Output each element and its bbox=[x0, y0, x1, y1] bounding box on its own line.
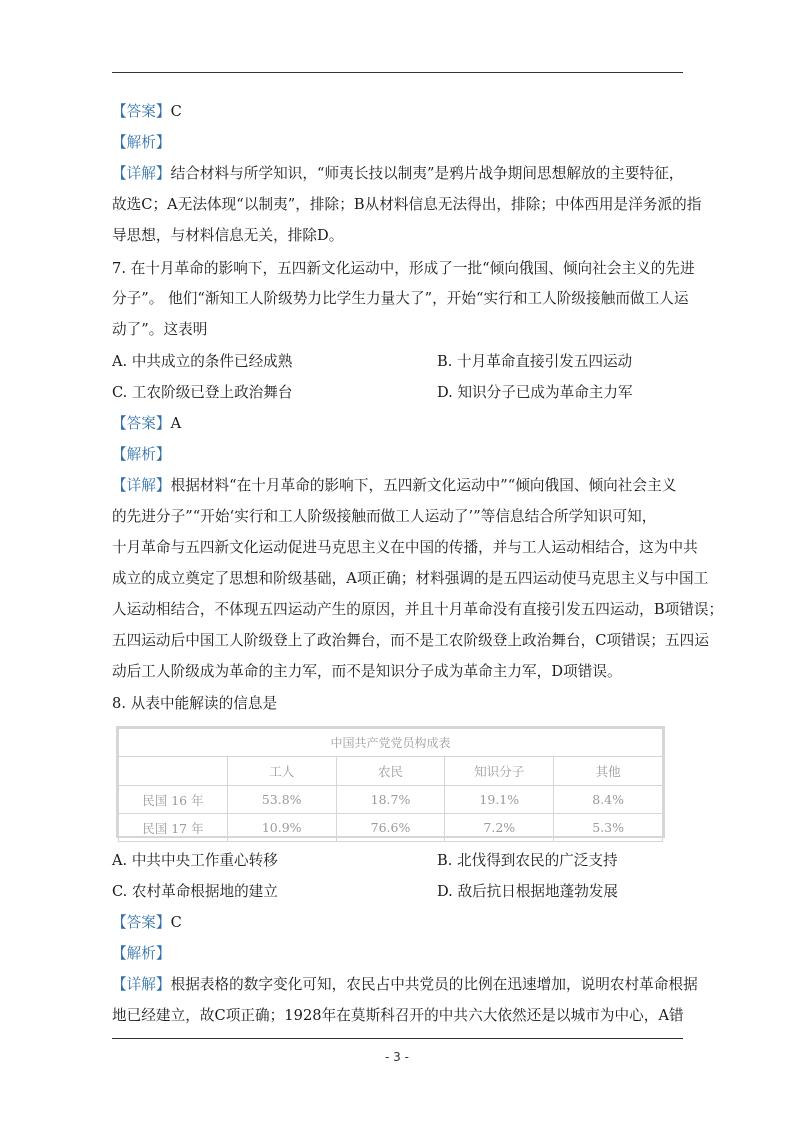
table-cell: 76.6% bbox=[336, 814, 445, 842]
q6-detail-line-2: 故选C；A无法体现“以制夷”，排除；B从材料信息无法得出，排除；中体西用是洋务派的指 bbox=[112, 196, 702, 213]
table-cell: 53.8% bbox=[227, 786, 336, 814]
detail-tag: 【详解】 bbox=[112, 165, 171, 182]
q6-detail-line-1 bbox=[112, 164, 687, 184]
q7-detail-line-1 bbox=[112, 476, 687, 496]
q8-stem: 8. 从表中能解读的信息是 bbox=[112, 695, 278, 712]
table-cell: 民国 16 年 bbox=[119, 786, 228, 814]
q7-detail-line-3: 十月革命与五四新文化运动促进马克思主义在中国的传播，并与工人运动相结合，这为中共 bbox=[112, 539, 698, 556]
table-cell: 7.2% bbox=[445, 814, 554, 842]
footer-rule bbox=[112, 1038, 683, 1039]
q6-analysis-tag: 【解析】 bbox=[112, 134, 171, 151]
table-caption: 中国共产党党员构成表 bbox=[119, 729, 663, 757]
q8-option-b: B. 北伐得到农民的广泛支持 bbox=[437, 852, 618, 869]
answer-tag: 【答案】 bbox=[112, 415, 171, 432]
table-header-cell bbox=[119, 757, 228, 786]
table-cell: 5.3% bbox=[554, 814, 663, 842]
party-membership-table bbox=[116, 726, 665, 838]
table-cell: 10.9% bbox=[227, 814, 336, 842]
q8-option-d: D. 敌后抗日根据地蓬勃发展 bbox=[437, 883, 618, 900]
q7-stem-line-3: 动了”。这表明 bbox=[112, 321, 208, 338]
table-header-row bbox=[119, 757, 663, 786]
q7-detail-line-2: 的先进分子”“开始‘实行和工人阶级接触而做工人运动了’”等信息结合所学知识可知， bbox=[112, 508, 657, 525]
table-header-cell: 工人 bbox=[227, 757, 336, 786]
answer-value: C bbox=[170, 103, 182, 120]
q6-answer-line bbox=[112, 102, 687, 122]
table-row bbox=[119, 814, 663, 842]
table-cell: 19.1% bbox=[445, 786, 554, 814]
detail-text: 根据材料“在十月革命的影响下，五四新文化运动中”“倾向俄国、倾向社会主义 bbox=[170, 477, 677, 494]
q8-detail-line-1 bbox=[112, 975, 698, 995]
q7-detail-line-7: 动后工人阶级成为革命的主力军，而不是知识分子成为革命主力军，D项错误。 bbox=[112, 663, 622, 680]
q7-option-a: A. 中共成立的条件已经成熟 bbox=[112, 353, 293, 370]
table-cell: 18.7% bbox=[336, 786, 445, 814]
answer-tag: 【答案】 bbox=[112, 914, 171, 931]
header-rule bbox=[112, 72, 683, 73]
q8-option-c: C. 农村革命根据地的建立 bbox=[112, 883, 278, 900]
table-cell: 民国 17 年 bbox=[119, 814, 228, 842]
q8-analysis-tag: 【解析】 bbox=[112, 945, 171, 962]
q8-option-a: A. 中共中央工作重心转移 bbox=[112, 852, 278, 869]
detail-text: 结合材料与所学知识，“师夷长技以制夷”是鸦片战争期间思想解放的主要特征， bbox=[170, 165, 684, 182]
q7-option-c: C. 工农阶级已登上政治舞台 bbox=[112, 384, 293, 401]
q7-option-d: D. 知识分子已成为革命主力军 bbox=[437, 384, 633, 401]
table-cell: 8.4% bbox=[554, 786, 663, 814]
table-header-cell: 其他 bbox=[554, 757, 663, 786]
q7-detail-line-4: 成立的成立奠定了思想和阶级基础，A项正确；材料强调的是五四运动使马克思主义与中国工 bbox=[112, 570, 709, 587]
detail-tag: 【详解】 bbox=[112, 976, 171, 993]
table-header-cell: 农民 bbox=[336, 757, 445, 786]
q8-detail-line-2: 地已经建立，故C项正确；1928年在莫斯科召开的中共六大依然还是以城市为中心，A错 bbox=[112, 1007, 684, 1024]
q7-answer-line bbox=[112, 414, 687, 434]
q7-stem-line-2: 分子”。 他们“渐知工人阶级势力比学生力量大了”，开始“实行和工人阶级接触而做工人运 bbox=[112, 290, 689, 307]
detail-tag: 【详解】 bbox=[112, 477, 171, 494]
table-row bbox=[119, 786, 663, 814]
q7-detail-line-5: 人运动相结合，不体现五四运动产生的原因，并且十月革命没有直接引发五四运动，B项错误； bbox=[112, 601, 724, 618]
answer-value: A bbox=[170, 415, 182, 432]
answer-value: C bbox=[170, 914, 182, 931]
q7-analysis-tag: 【解析】 bbox=[112, 446, 171, 463]
q6-detail-line-3: 导思想，与材料信息无关，排除D。 bbox=[112, 227, 344, 244]
detail-text: 根据表格的数字变化可知，农民占中共党员的比例在迅速增加，说明农村革命根据 bbox=[170, 976, 698, 993]
q7-detail-line-6: 五四运动后中国工人阶级登上了政治舞台，而不是工农阶级登上政治舞台，C项错误；五四运 bbox=[112, 632, 709, 649]
q7-stem-line-1: 7. 在十月革命的影响下，五四新文化运动中，形成了一批“倾向俄国、倾向社会主义的先进 bbox=[112, 260, 695, 277]
q8-answer-line bbox=[112, 913, 687, 933]
table-header-cell: 知识分子 bbox=[445, 757, 554, 786]
q7-option-b: B. 十月革命直接引发五四运动 bbox=[437, 353, 633, 370]
answer-tag: 【答案】 bbox=[112, 103, 171, 120]
page-number: - 3 - bbox=[385, 1050, 409, 1064]
